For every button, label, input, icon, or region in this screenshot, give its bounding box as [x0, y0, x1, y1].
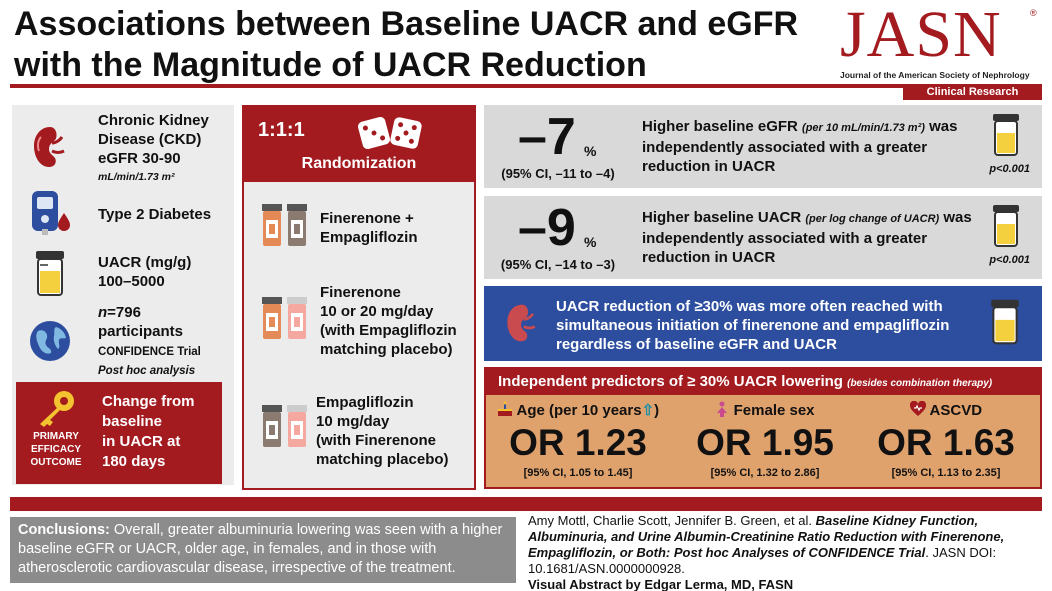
predictor-age-or: OR 1.23 [509, 422, 647, 463]
finerenone-empagliflozin-vials-icon [260, 202, 310, 248]
predictor-female-or: OR 1.95 [696, 422, 834, 463]
female-icon [715, 401, 729, 417]
key-icon [34, 388, 78, 428]
result-uacr-text: Higher baseline UACR (per log change of UACR) was independently associated with a greater reduction in UACR [642, 209, 972, 266]
predictor-age-ci: [95% CI, 1.05 to 1.45] [523, 467, 633, 479]
outcome-label-3: OUTCOME [30, 457, 82, 468]
participants-count: n=796 [98, 304, 141, 321]
citation-title: Baseline Kidney Function, Albuminuria, and Urine Albumin-Creatinine Ratio Reduction with Finerenone, Empagliflozin, or Both: Post hoc Analyses of CONFIDENCE Trial [528, 513, 1005, 560]
arm-3: Empagliflozin 10 mg/day (with Finerenone matching placebo) [316, 394, 449, 468]
randomization-label: Randomization [301, 155, 417, 172]
result-uacr-ci: (95% CI, –14 to –3) [500, 257, 616, 272]
urine-sample-icon [990, 204, 1022, 248]
combination-therapy-box [484, 286, 1042, 361]
outcome-text-1: Change from [102, 393, 195, 410]
combination-therapy-text: UACR reduction of ≥30% was more often reached with simultaneous initiation of finerenone and empagliflozin regardless of baseline eGFR and UACR [556, 298, 950, 353]
predictor-ascvd-or: OR 1.63 [877, 422, 1015, 463]
footer-divider [10, 497, 1042, 511]
conclusions-label: Conclusions: [18, 522, 110, 538]
logo-wordmark: JASN [840, 0, 1002, 71]
result-egfr-value: –7 [518, 108, 576, 166]
citation-journal: . JASN DOI: 10.1681/ASN.0000000928. [528, 545, 997, 576]
result-uacr-value: –9 [518, 199, 576, 257]
predictor-female-ci: [95% CI, 1.32 to 2.86] [710, 467, 820, 479]
uacr-line-1: UACR (mg/g) [98, 254, 192, 271]
glucometer-icon [26, 189, 74, 237]
jasn-logo [840, 2, 1040, 80]
page-title [14, 4, 814, 86]
logo-registered-mark: ® [1030, 8, 1037, 18]
arm-1: Finerenone + Empagliflozin [320, 210, 418, 246]
title-line-1: Associations between Baseline UACR and eGFR [14, 5, 799, 43]
finerenone-placebo-vials-icon [260, 295, 310, 341]
empagliflozin-placebo-vials-icon [260, 403, 310, 449]
heart-icon [910, 401, 926, 417]
logo-subtitle: Journal of the American Society of Nephrology [840, 70, 1030, 80]
result-egfr [484, 105, 1042, 188]
predictor-female-sex: Female sex OR 1.95 [95% CI, 1.32 to 2.86] [675, 401, 855, 479]
ckd-unit: mL/min/1.73 m² [98, 171, 175, 183]
result-egfr-ci: (95% CI, –11 to –4) [501, 166, 615, 181]
result-uacr-p: p<0.001 [989, 254, 1030, 266]
conclusions-box [10, 517, 516, 583]
outcome-text-2: baseline [102, 413, 163, 430]
urine-sample-icon [26, 249, 74, 297]
conclusions-text: Overall, greater albuminuria lowering was seen with a higher baseline eGFR or UACR, older age, in females, and in those with atherosclerotic cardiovascular disease, irrespective of the treatment. [18, 522, 503, 576]
uacr-line-2: 100–5000 [98, 273, 165, 290]
randomization-panel [242, 105, 476, 490]
kidney-icon [26, 123, 74, 171]
predictor-age: Age (per 10 years⇧) OR 1.23 [95% CI, 1.05 to 1.45] [488, 401, 668, 479]
result-uacr-unit: % [584, 234, 597, 250]
result-egfr-p: p<0.001 [989, 163, 1030, 175]
citation-credit: Visual Abstract by Edgar Lerma, MD, FASN [528, 577, 794, 591]
citation-authors: Amy Mottl, Charlie Scott, Jennifer B. Green, et al. [528, 513, 812, 528]
randomization-ratio: 1:1:1 [258, 119, 305, 141]
result-egfr-unit: % [584, 143, 597, 159]
outcome-text-3: in UACR at [102, 433, 181, 450]
kidney-icon [500, 300, 544, 346]
globe-icon [26, 317, 74, 365]
up-arrow-icon: ⇧ [641, 402, 655, 419]
predictor-ascvd-ci: [95% CI, 1.13 to 2.35] [891, 467, 1001, 479]
outcome-label-1: PRIMARY [33, 431, 79, 442]
primary-outcome-box [16, 382, 222, 484]
ckd-line-2: Disease (CKD) [98, 131, 202, 148]
predictor-ascvd: ASCVD OR 1.63 [95% CI, 1.13 to 2.35] [856, 401, 1036, 479]
header-divider [10, 84, 1042, 88]
ckd-line-3: eGFR 30-90 [98, 150, 181, 167]
dice-icon [356, 113, 426, 153]
citation [528, 513, 1038, 591]
outcome-label-2: EFFICACY [31, 444, 81, 455]
urine-sample-icon [988, 298, 1022, 346]
predictors-box [484, 367, 1042, 489]
analysis-type: Post hoc analysis [98, 365, 196, 377]
ckd-line-1: Chronic Kidney [98, 112, 209, 129]
urine-sample-icon [990, 113, 1022, 157]
diabetes-label: Type 2 Diabetes [98, 206, 212, 223]
trial-name: CONFIDENCE Trial [98, 346, 201, 358]
title-line-2: with the Magnitude of UACR Reduction [14, 46, 647, 84]
result-egfr-text: Higher baseline eGFR (per 10 mL/min/1.73 m²) was independently associated with a greater reduction in UACR [642, 118, 958, 175]
predictors-header: Independent predictors of ≥ 30% UACR lowering (besides combination therapy) [486, 369, 1040, 395]
randomization-header [244, 107, 474, 182]
arm-2: Finerenone 10 or 20 mg/day (with Empagliflozin matching placebo) [320, 284, 457, 358]
participants-word: participants [98, 323, 184, 340]
article-type-tag: Clinical Research [903, 84, 1042, 100]
outcome-text-4: 180 days [102, 453, 166, 470]
birthday-cake-icon [497, 401, 513, 417]
result-uacr [484, 196, 1042, 279]
